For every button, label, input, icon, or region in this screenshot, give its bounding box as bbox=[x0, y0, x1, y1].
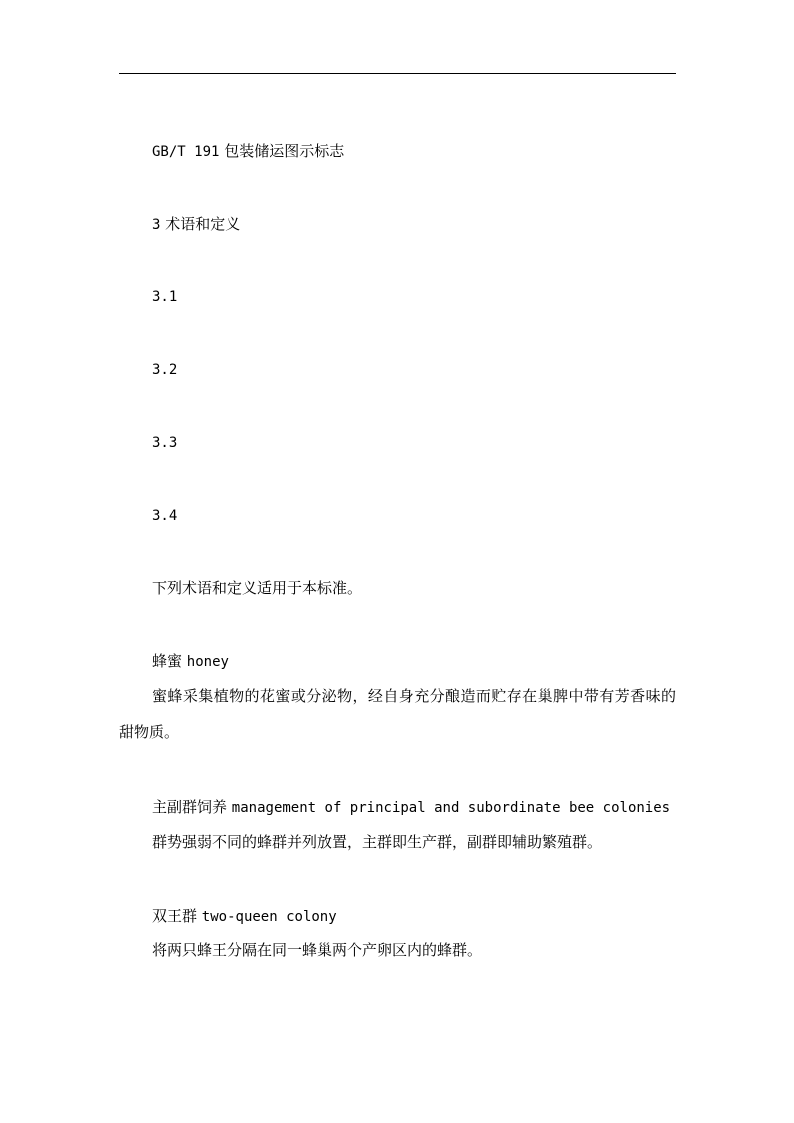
term-en: two-queen colony bbox=[201, 909, 337, 925]
term-definition-two-queen: 将两只蜂王分隔在同一蜂巢两个产卵区内的蜂群。 bbox=[152, 941, 483, 959]
term-heading-honey bbox=[152, 651, 229, 672]
clause-number-3-4: 3.4 bbox=[152, 508, 178, 524]
normative-reference-line bbox=[152, 141, 344, 162]
term-cn: 双王群 bbox=[152, 907, 198, 925]
reference-title: 包装储运图示标志 bbox=[224, 142, 345, 160]
clause-number-3-2: 3.2 bbox=[152, 362, 178, 378]
term-definition-honey: 蜜蜂采集植物的花蜜或分泌物，经自身充分酿造而贮存在巢脾中带有芳香味的甜物质。 bbox=[119, 687, 676, 741]
term-definition-principal-subordinate: 群势强弱不同的蜂群并列放置，主群即生产群，副群即辅助繁殖群。 bbox=[152, 833, 603, 851]
header-rule bbox=[119, 73, 676, 74]
section-heading bbox=[152, 214, 240, 235]
term-heading-principal-subordinate bbox=[152, 797, 670, 818]
clause-number-3-3: 3.3 bbox=[152, 435, 178, 451]
reference-code: GB/T 191 bbox=[152, 144, 220, 160]
term-cn: 蜂蜜 bbox=[152, 652, 183, 670]
intro-text: 下列术语和定义适用于本标准。 bbox=[152, 579, 363, 597]
term-en: management of principal and subordinate bee colonies bbox=[231, 800, 671, 816]
term-en: honey bbox=[186, 654, 229, 670]
term-cn: 主副群饲养 bbox=[152, 798, 228, 816]
clause-number-3-1: 3.1 bbox=[152, 289, 178, 305]
section-title: 术语和定义 bbox=[165, 215, 241, 233]
section-number: 3 bbox=[152, 217, 161, 233]
term-heading-two-queen bbox=[152, 906, 337, 927]
